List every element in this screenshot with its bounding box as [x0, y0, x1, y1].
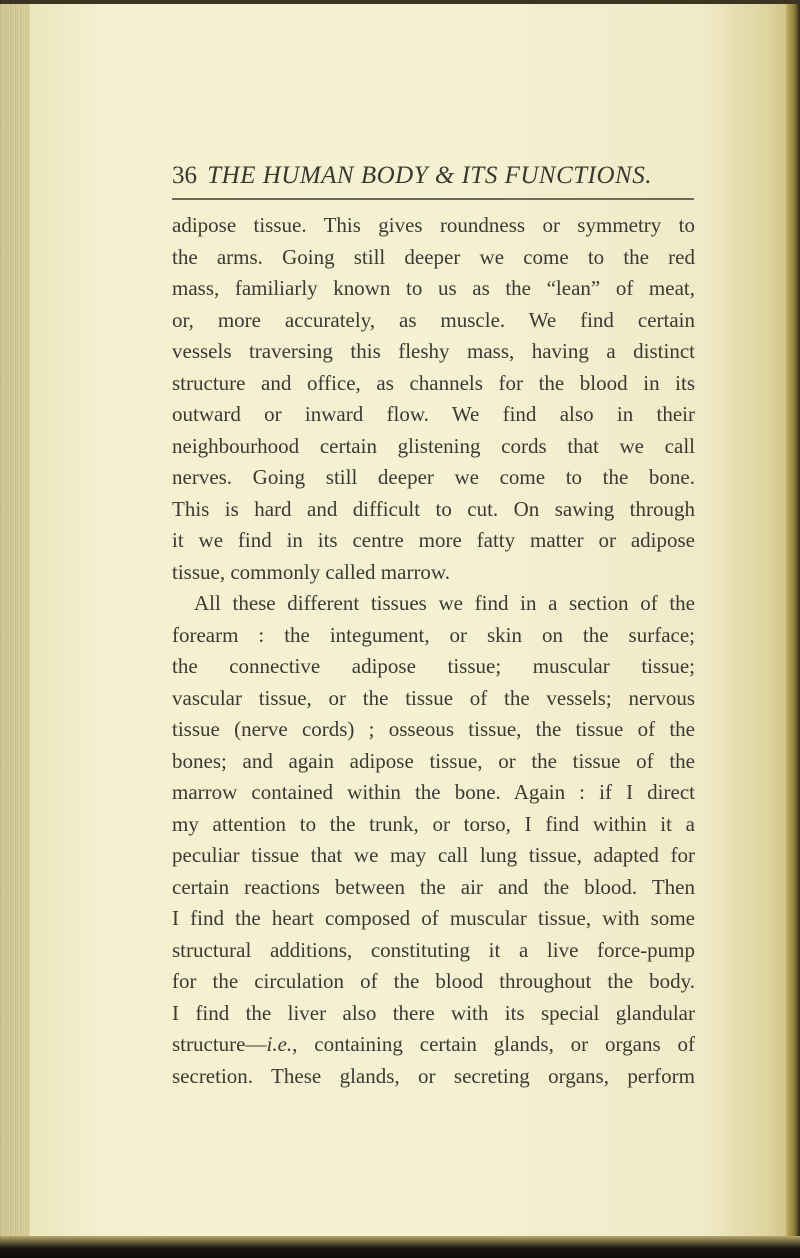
text-line-5: vessels traversing this fleshy mass, having a distinct: [172, 339, 695, 363]
header-rule: [172, 198, 694, 200]
text-line-16: vascular tissue, or the tissue of the vessels; nervous: [172, 685, 695, 710]
text-line-23: I find the heart composed of muscular tissue, with some: [172, 906, 695, 930]
running-header: [172, 162, 712, 190]
text-line-24: structural additions, constituting it a live force-pump: [172, 937, 695, 962]
text-line-18: bones; and again adipose tissue, or the tissue of the: [172, 748, 695, 773]
text-line-6: structure and office, as channels for the blood in its: [172, 370, 695, 395]
text-line-27: [172, 1029, 695, 1061]
text-line-12: tissue, commonly called marrow.: [172, 559, 450, 584]
text-line-27-pre: structure—: [172, 1032, 267, 1056]
text-line-22: certain reactions between the air and the blood. Then: [172, 874, 695, 899]
text-line-7: outward or inward flow. We find also in their: [172, 402, 695, 426]
text-line-8: neighbourhood certain glistening cords that we call: [172, 433, 695, 458]
text-line-11: it we find in its centre more fatty matter or adipose: [172, 528, 695, 552]
text-line-10: This is hard and difficult to cut. On sawing through: [172, 496, 695, 521]
text-line-19: marrow contained within the bone. Again : if I direct: [172, 780, 695, 804]
text-line-20: my attention to the trunk, or torso, I find within it a: [172, 811, 695, 836]
page-number: 36: [172, 162, 197, 189]
page-top-edge: [0, 0, 800, 4]
text-line-17: tissue (nerve cords) ; osseous tissue, the tissue of the: [172, 717, 695, 741]
running-title: THE HUMAN BODY & ITS FUNCTIONS.: [207, 162, 652, 189]
page-right-edge: [786, 0, 800, 1258]
text-line-15: the connective adipose tissue; muscular tissue;: [172, 654, 695, 678]
text-line-2: the arms. Going still deeper we come to the red: [172, 244, 695, 269]
text-line-4: or, more accurately, as muscle. We find certain: [172, 307, 695, 332]
text-line-21: peculiar tissue that we may call lung tissue, adapted for: [172, 843, 695, 867]
page-bottom-edge: [0, 1236, 800, 1258]
text-line-1: adipose tissue. This gives roundness or symmetry to: [172, 213, 695, 237]
text-line-13: All these different tissues we find in a section of the: [194, 591, 695, 615]
text-line-26: I find the liver also there with its special glandular: [172, 1000, 695, 1025]
text-line-9: nerves. Going still deeper we come to the bone.: [172, 465, 695, 489]
text-line-28: secretion. These glands, or secreting organs, perform: [172, 1063, 695, 1088]
text-line-3: mass, familiarly known to us as the “lean” of meat,: [172, 276, 695, 300]
text-line-25: for the circulation of the blood throughout the body.: [172, 969, 695, 993]
page-gutter-edge: [0, 0, 30, 1258]
text-line-27-ie: i.e.: [266, 1032, 293, 1056]
text-line-14: forearm : the integument, or skin on the surface;: [172, 622, 695, 647]
body-text: [172, 210, 695, 1092]
text-line-27-post: , containing certain glands, or organs of: [292, 1032, 695, 1056]
